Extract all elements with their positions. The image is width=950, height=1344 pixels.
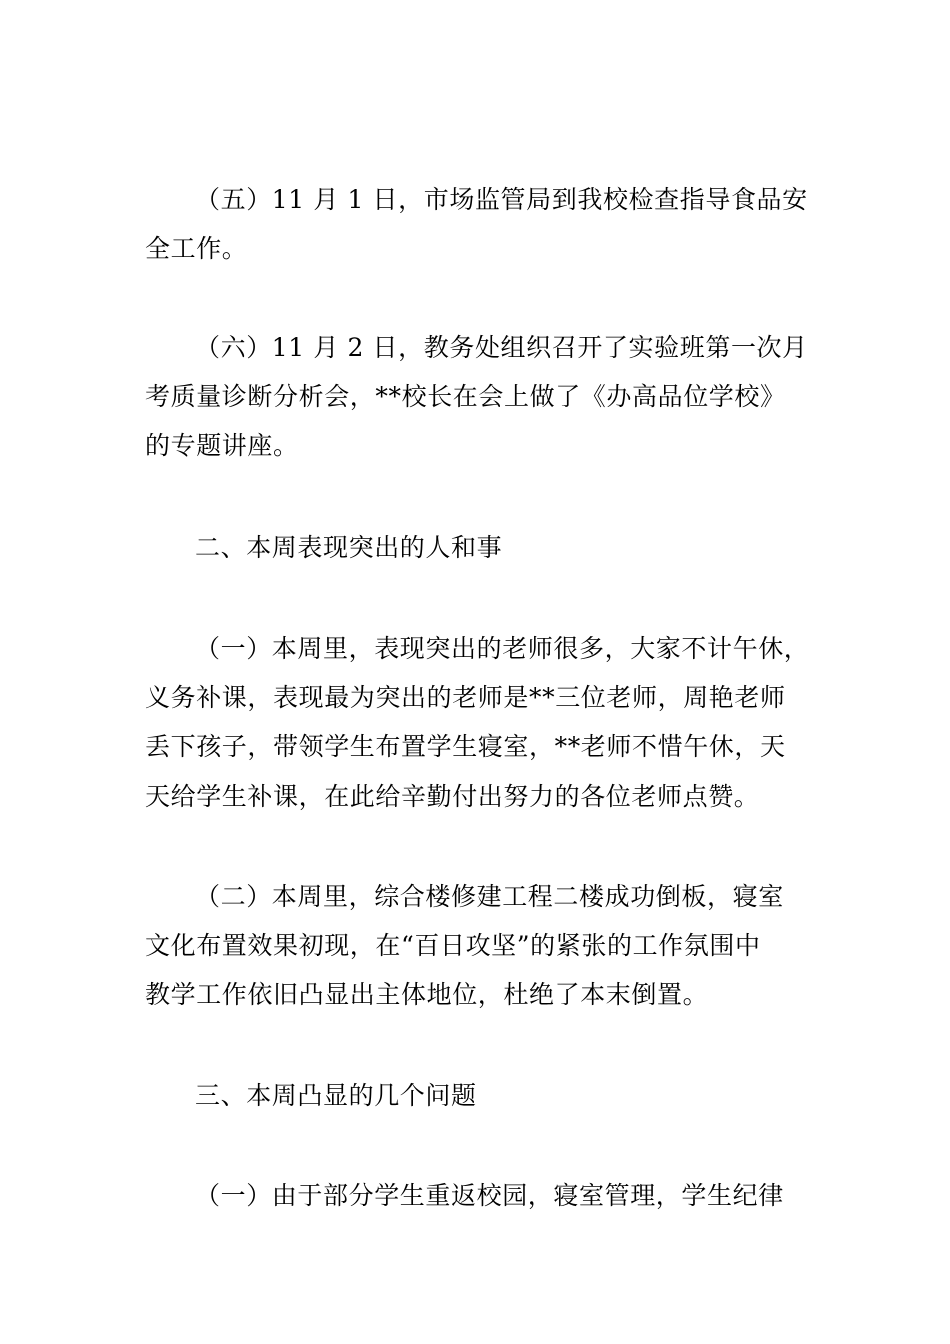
section-2-item-1-line-4: 天给学生补课，在此给辛勤付出努力的各位老师点赞。 [145,782,760,811]
section-2-item-1-line-1: （一）本周里，表现突出的老师很多，大家不计午休， [195,634,810,663]
section-2-item-2-line-3: 教学工作依旧凸显出主体地位，杜绝了本末倒置。 [145,980,709,1009]
section-3-item-1-line-1: （一）由于部分学生重返校园，寝室管理，学生纪律 [195,1181,784,1210]
section-heading-2: 二、本周表现突出的人和事 [195,533,503,562]
section-heading-3: 三、本周凸显的几个问题 [195,1081,477,1110]
section-2-item-2-line-2: 文化布置效果初现，在“百日攻坚”的紧张的工作氛围中 [145,931,761,960]
section-2-item-1-line-3: 丢下孩子，带领学生布置学生寝室，**老师不惜午休，天 [145,732,786,761]
paragraph-6-line-3: 的专题讲座。 [145,431,299,460]
paragraph-6-line-2: 考质量诊断分析会，**校长在会上做了《办高品位学校》 [145,382,786,411]
section-2-item-1-line-2: 义务补课，表现最为突出的老师是**三位老师，周艳老师 [145,683,786,712]
paragraph-5-line-2: 全工作。 [145,234,248,263]
paragraph-5-line-1: （五）11 月 1 日，市场监管局到我校检查指导食品安 [195,185,808,214]
section-2-item-2-line-1: （二）本周里，综合楼修建工程二楼成功倒板，寝室 [195,882,784,911]
paragraph-6-line-1: （六）11 月 2 日，教务处组织召开了实验班第一次月 [195,333,808,362]
